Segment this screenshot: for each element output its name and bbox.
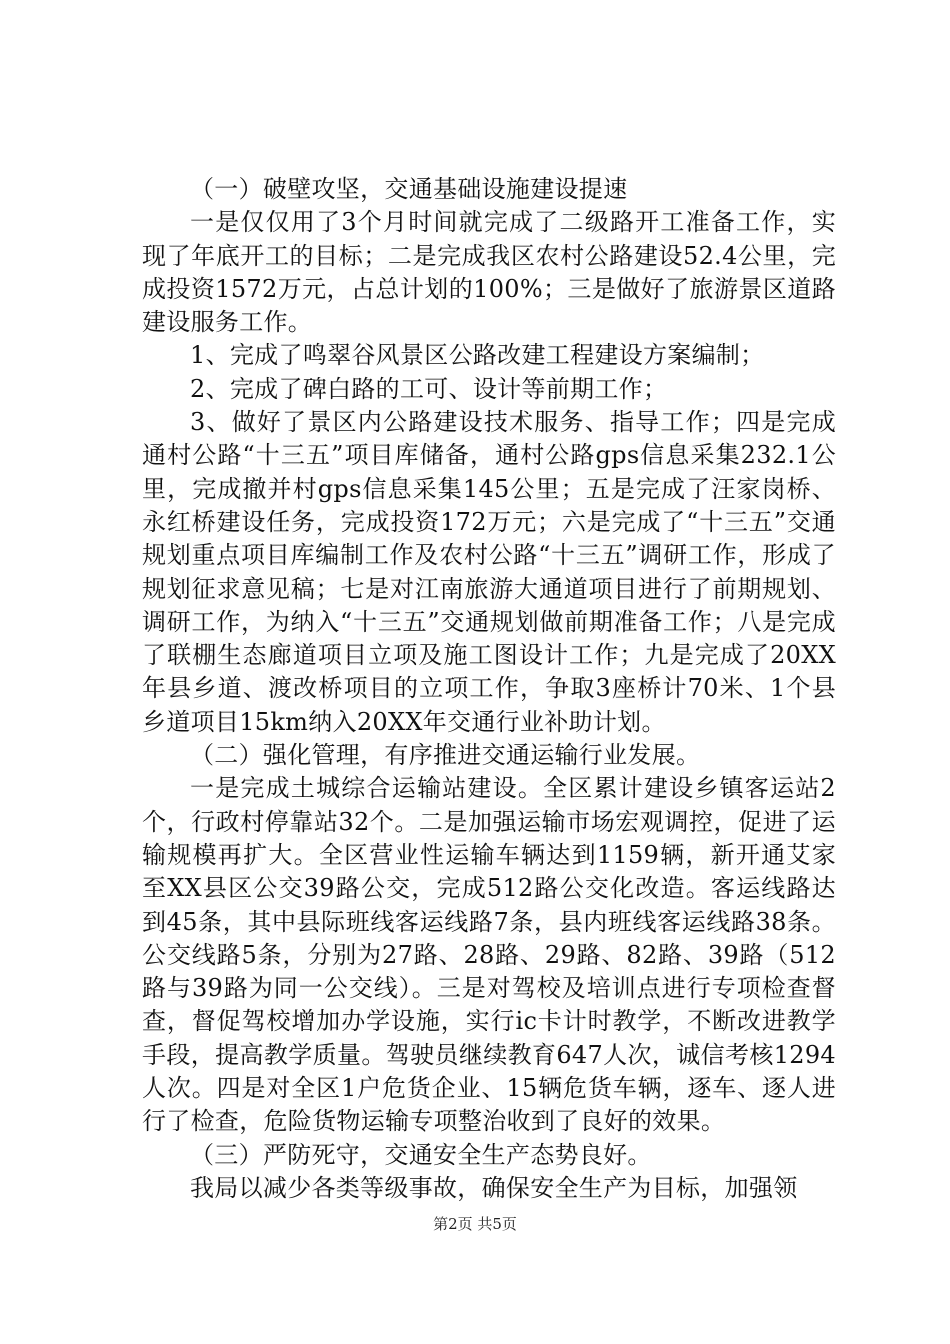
body-paragraph: 我局以减少各类等级事故，确保安全生产为目标，加强领 [190,1173,798,1202]
body-paragraph: 一是仅仅用了3个月时间就完成了二级路开工准备工作，实现了年底开工的目标；二是完成我区农村公路建设52.4公里，完成投资1572万元，占总计划的100%；三是做好了旅游景区道路建设服务工作。 [142,208,836,337]
document-body [142,173,836,1205]
list-item: 1、完成了鸣翠谷风景区公路改建工程建设方案编制； [190,341,765,370]
section-heading-3: （三）严防死守，交通安全生产态势良好。 [190,1140,652,1169]
list-item: 2、完成了碑白路的工可、设计等前期工作； [190,374,668,403]
body-paragraph: 一是完成土城综合运输站建设。全区累计建设乡镇客运站2个，行政村停靠站32个。二是加强运输市场宏观调控，促进了运输规模再扩大。全区营业性运输车辆达到1159辆，新开通艾家至XX县区公交39路公交，完成512路公交化改造。客运线路达到45条，其中县际班线客运线路7条，县内班线客运线路38条。公交线路5条，分别为27路、28路、29路、82路、39路（512路与39路为同一公交线）。三是对驾校及培训点进行专项检查督查，督促驾校增加办学设施，实行ic卡计时教学，不断改进教学手段，提高教学质量。驾驶员继续教育647人次，诚信考核1294人次。四是对全区1户危货企业、15辆危货车辆，逐车、逐人进行了检查，危险货物运输专项整治收到了良好的效果。 [142,774,836,1136]
list-item: 3、做好了景区内公路建设技术服务、指导工作；四是完成通村公路“十三五”项目库储备，通村公路gps信息采集232.1公里，完成撤并村gps信息采集145公里；五是完成了汪家岗桥、永红桥建设任务，完成投资172万元；六是完成了“十三五”交通规划重点项目库编制工作及农村公路“十三五”调研工作，形成了规划征求意见稿；七是对江南旅游大通道项目进行了前期规划、调研工作，为纳入“十三五”交通规划做前期准备工作；八是完成了联棚生态廊道项目立项及施工图设计工作；九是完成了20XX年县乡道、渡改桥项目的立项工作，争取3座桥计70米、1个县乡道项目15km纳入20XX年交通行业补助计划。 [142,408,836,736]
section-heading-1: （一）破壁攻坚，交通基础设施建设提速 [190,175,628,203]
page-number-footer: 第2页 共5页 [433,1215,517,1233]
section-heading-2: （二）强化管理，有序推进交通运输行业发展。 [190,741,701,770]
